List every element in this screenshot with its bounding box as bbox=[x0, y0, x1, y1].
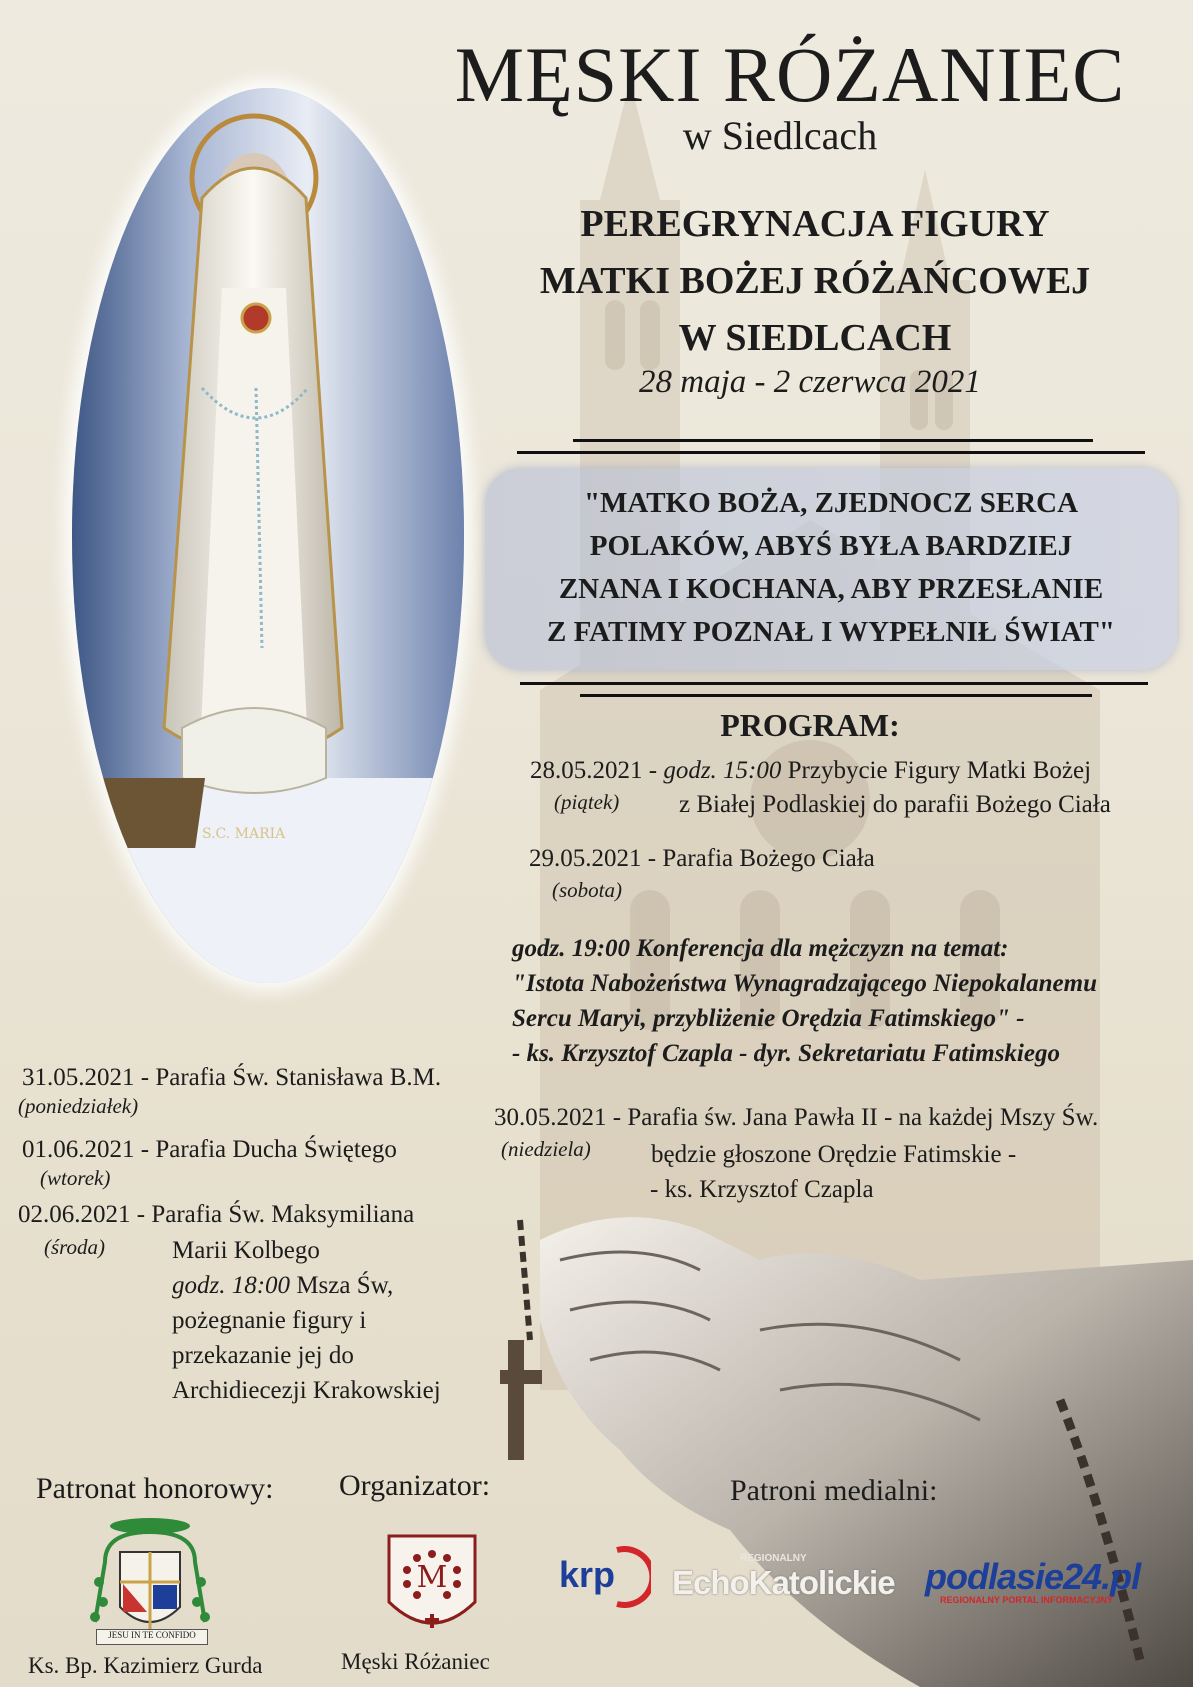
prayer-quote bbox=[485, 482, 1177, 654]
divider-bottom-2 bbox=[580, 694, 1092, 697]
poster-subtitle: w Siedlcach bbox=[682, 113, 878, 158]
heading-line-3: W SIEDLCACH bbox=[678, 317, 952, 359]
conference-note bbox=[512, 931, 1182, 1071]
event-heading bbox=[470, 196, 1160, 367]
echo-katolickie-logo bbox=[672, 1564, 895, 1602]
quote-line-2: POLAKÓW, ABYŚ BYŁA BARDZIEJ bbox=[589, 530, 1073, 562]
podlasie24-logo: podlasie24.pl bbox=[925, 1556, 1141, 1597]
krp-logo-icon bbox=[555, 1546, 651, 1608]
echo-logo-small: REGIONALNY bbox=[740, 1553, 807, 1564]
program-text-0206-f: Archidiecezji Krakowskiej bbox=[172, 1377, 441, 1404]
program-text-0206-d: pożegnanie figury i bbox=[172, 1307, 367, 1334]
organizer-label: Organizator: bbox=[339, 1469, 491, 1502]
program-time: godz. 15:00 bbox=[663, 757, 782, 784]
program-text: Przybycie Figury Matki Bożej bbox=[787, 757, 1092, 784]
conference-line-4: - ks. Krzysztof Czapla - dyr. Sekretariatu Fatimskiego bbox=[512, 1040, 1060, 1067]
program-item-2805 bbox=[530, 757, 1091, 785]
mezki-rozaniec-logo-icon bbox=[385, 1532, 479, 1646]
echo-logo-part-a: Echo bbox=[672, 1564, 749, 1601]
statue-base-label: S.C. MARIA bbox=[202, 826, 286, 842]
media-patrons-label: Patroni medialni: bbox=[730, 1474, 938, 1507]
program-item-2905: 29.05.2021 - Parafia Bożego Ciała bbox=[529, 845, 875, 872]
echo-logo-part-b: Katolickie bbox=[748, 1564, 895, 1601]
program-time-0206: godz. 18:00 bbox=[172, 1272, 291, 1299]
program-date: 28.05.2021 - bbox=[530, 757, 658, 784]
program-text-0206-e: przekazanie jej do bbox=[172, 1342, 354, 1369]
divider-bottom-1 bbox=[520, 682, 1148, 685]
divider-top-1 bbox=[573, 439, 1093, 442]
krp-logo-text: krp bbox=[559, 1554, 616, 1595]
bishop-name: Ks. Bp. Kazimierz Gurda bbox=[28, 1653, 263, 1678]
program-day-2905: (sobota) bbox=[552, 878, 622, 902]
heading-line-2: MATKI BOŻEJ RÓŻAŃCOWEJ bbox=[539, 260, 1091, 302]
organizer-logo-letter: M bbox=[416, 1560, 448, 1595]
program-text-0206-mass: Msza Św, bbox=[296, 1272, 394, 1299]
program-text-2805-b: z Białej Podlaskiej do parafii Bożego Ciała bbox=[679, 791, 1111, 818]
program-day-3005: (niedziela) bbox=[501, 1137, 591, 1161]
program-item-0106: 01.06.2021 - Parafia Ducha Świętego bbox=[22, 1136, 397, 1163]
program-item-0206: 02.06.2021 - Parafia Św. Maksymiliana bbox=[18, 1201, 415, 1228]
quote-line-4: Z FATIMY POZNAŁ I WYPEŁNIŁ ŚWIAT" bbox=[547, 616, 1115, 648]
quote-line-1: "MATKO BOŻA, ZJEDNOCZ SERCA bbox=[583, 487, 1079, 519]
conference-line-1: godz. 19:00 Konferencja dla mężczyzn na temat: bbox=[512, 935, 1009, 962]
podlasie24-tagline: REGIONALNY PORTAL INFORMACYJNY bbox=[940, 1595, 1114, 1605]
program-day-2805: (piątek) bbox=[554, 790, 620, 814]
poster-title: MĘSKI RÓŻANIEC bbox=[454, 31, 1126, 118]
program-day-3105: (poniedziałek) bbox=[18, 1094, 139, 1118]
program-text-0206-c bbox=[172, 1272, 393, 1300]
program-text-3005-b: będzie głoszone Orędzie Fatimskie - bbox=[651, 1141, 1017, 1168]
conference-line-3: Sercu Maryi, przybliżenie Orędzia Fatimskiego" - bbox=[512, 1005, 1025, 1032]
program-day-0106: (wtorek) bbox=[40, 1166, 111, 1190]
event-dates: 28 maja - 2 czerwca 2021 bbox=[639, 364, 981, 400]
bishop-motto: JESU IN TE CONFIDO bbox=[96, 1629, 208, 1645]
program-day-0206: (środa) bbox=[44, 1235, 106, 1259]
honorary-patronage-label: Patronat honorowy: bbox=[36, 1472, 274, 1505]
organizer-name: Męski Różaniec bbox=[341, 1649, 490, 1674]
program-item-3105: 31.05.2021 - Parafia Św. Stanisława B.M. bbox=[22, 1064, 442, 1091]
quote-line-3: ZNANA I KOCHANA, ABY PRZESŁANIE bbox=[558, 573, 1104, 605]
statue-photo bbox=[72, 88, 464, 983]
heading-line-1: PEREGRYNACJA FIGURY bbox=[580, 203, 1050, 245]
program-text-0206-b: Marii Kolbego bbox=[172, 1237, 320, 1264]
conference-line-2: "Istota Nabożeństwa Wynagradzającego Niepokalanemu bbox=[512, 970, 1097, 997]
divider-top-2 bbox=[517, 451, 1145, 454]
program-text-3005-c: - ks. Krzysztof Czapla bbox=[650, 1176, 874, 1203]
praying-hands-image bbox=[500, 1200, 1193, 1687]
program-heading: PROGRAM: bbox=[720, 707, 900, 743]
program-item-3005: 30.05.2021 - Parafia św. Jana Pawła II - na każdej Mszy Św. bbox=[494, 1104, 1099, 1131]
